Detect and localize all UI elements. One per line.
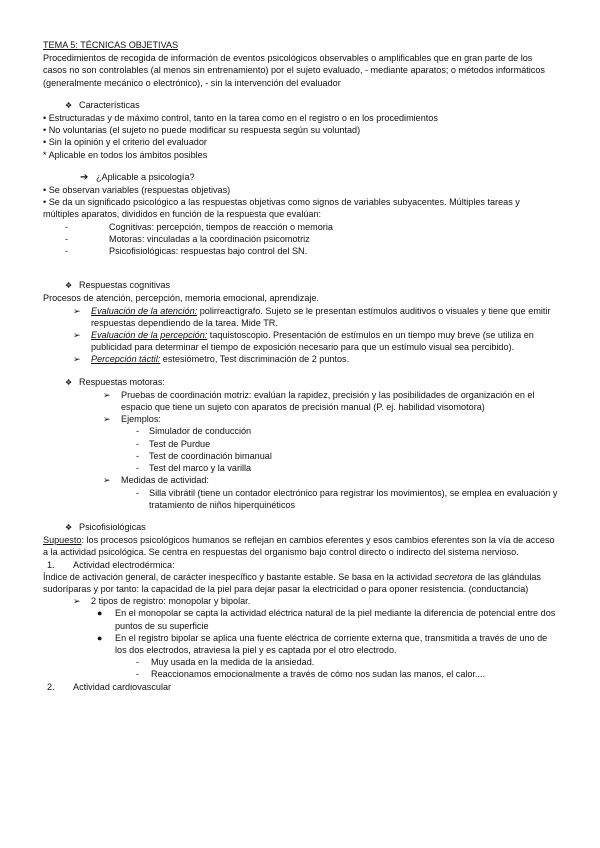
list-item: * Aplicable en todos los ámbitos posibles [43,149,208,160]
list-item: • Sin la opinión y el criterio del evaluador [43,137,207,148]
arrowhead-bullet-icon: ➢ [103,414,111,425]
list-item: ➢ Pruebas de coordinación motriz: evalúan la rapidez, precisión y las posibilidades de organización en el espacio que tiene un sujeto con aparatos de precisión manual (P. ej. habilidad visomotora) [103,389,535,413]
list-item: - Muy usada en la medida de la ansiedad. [136,657,315,668]
arrowhead-bullet-icon: ➢ [73,330,81,341]
diamond-bullet-icon: ❖ [65,100,73,110]
section-caracteristicas: ❖ Características [65,99,558,112]
list-item: - Psicofisiológicas: respuestas bajo control del SN. [65,246,308,257]
list-item: - Test de coordinación bimanual [136,450,272,461]
list-item: ● En el registro bipolar se aplica una fuente eléctrica de corriente externa que, transmitida a través de uno de los dos electrodos, atraviesa la piel y es captada por el otro electrodo. [97,632,548,655]
list-item: ➢ Evaluación de la atención: polirreactígrafo. Sujeto se le presentan estímulos auditivos o visuales y tiene que emitir respuestas dependiendo de la tarea. Mide TR. [73,305,551,328]
arrowhead-bullet-icon: ➢ [73,305,81,316]
list-item: - Test del marco y la varilla [136,463,252,474]
numbered-heading: 2. Actividad cardiovascular [47,681,172,692]
arrow-bullet-icon: ➔ [80,171,89,183]
section-aplicable: ➔ ¿Aplicable a psicología? [80,171,195,183]
supuesto-paragraph: Supuesto: los procesos psicológicos humanos se reflejan en cambios eferentes y esos cambios eferentes son la vía de acceso a la actividad psicológica. Se centra en respuestas del organismo bajo control directo o indirecto del sistema nervioso. [43,535,555,558]
list-item: • Estructuradas y de máximo control, tanto en la tarea como en el registro o en los procedimientos [43,113,438,124]
list-item: - Silla vibrátil (tiene un contador electrónico para registrar los movimientos), se emplea en evaluación y tratamiento de niños hiperquinéticos [136,487,558,510]
diamond-bullet-icon: ❖ [65,377,73,387]
list-item: ➢ Percepción táctil: estesiómetro, Test discriminación de 2 puntos. [73,354,350,365]
diamond-bullet-icon: ❖ [65,522,73,532]
diamond-bullet-icon: ❖ [65,281,73,291]
list-item: • No voluntarias (el sujeto no puede modificar su respuesta según su voluntad) [43,125,361,136]
list-item: ➢ Medidas de actividad: [103,475,209,486]
list-item: • Se observan variables (respuestas objetivas) [43,185,231,196]
section-cognitivas: ❖ Respuestas cognitivas [65,279,558,292]
arrowhead-bullet-icon: ➢ [103,389,111,400]
list-item: - Reaccionamos emocionalmente a través de cómo nos sudan las manos, el calor.... [136,669,486,680]
list-item: - Simulador de conducción [136,426,252,437]
intro-paragraph: Procedimientos de recogida de información de eventos psicológicos observables o amplificables que en gran parte de los casos no son controlables (al menos sin entrenamiento) por el sujeto evaluado, - mediante aparatos; o métodos informáticos (generalmente mecánico o electrónico), - sin la intervención del evaluador [43,53,545,88]
list-item: • Se da un significado psicológico a las respuestas objetivas como signos de variables subyacentes. Múltiples tareas y múltiples aparatos, divididos en función de la respuesta que evalúan: [43,197,520,220]
arrowhead-bullet-icon: ➢ [73,596,81,607]
list-item: ● En el monopolar se capta la actividad eléctrica natural de la piel mediante la diferencia de potencial entre dos puntos de su superficie [97,608,556,631]
list-item: - Motoras: vinculadas a la coordinación psicomotriz [65,233,310,244]
list-item: - Test de Purdue [136,438,211,449]
arrowhead-bullet-icon: ➢ [73,354,81,365]
list-item: ➢ 2 tipos de registro: monopolar y bipolar. [73,596,251,607]
doc-title: TEMA 5: TÉCNICAS OBJETIVAS [43,40,179,50]
document-page [43,39,558,693]
section-motoras: ❖ Respuestas motoras: [65,376,558,389]
numbered-heading: 1. Actividad electrodérmica: [47,559,175,570]
section-intro: Procesos de atención, percepción, memoria emocional, aprendizaje. [43,293,319,304]
list-item: - Cognitivas: percepción, tiempos de reacción o memoria [65,221,333,232]
electrodermica-paragraph: Índice de activación general, de carácter inespecífico y bastante estable. Se basa en la actividad secretora de las glándulas sudoríparas y por tanto: la capacidad de la piel para dejar pasar la electricidad o para oponer resistencia. (conductancia) [43,571,541,594]
arrowhead-bullet-icon: ➢ [103,475,111,486]
section-psicofisiologicas: ❖ Psicofisiológicas [65,521,558,534]
list-item: ➢ Ejemplos: [103,414,161,425]
list-item: ➢ Evaluación de la percepción: taquistoscopio. Presentación de estímulos en un tiempo muy breve (se utiliza en publicidad para determinar el tiempo de exposición necesario para que un estímulo visual sea percibido). [73,330,534,353]
